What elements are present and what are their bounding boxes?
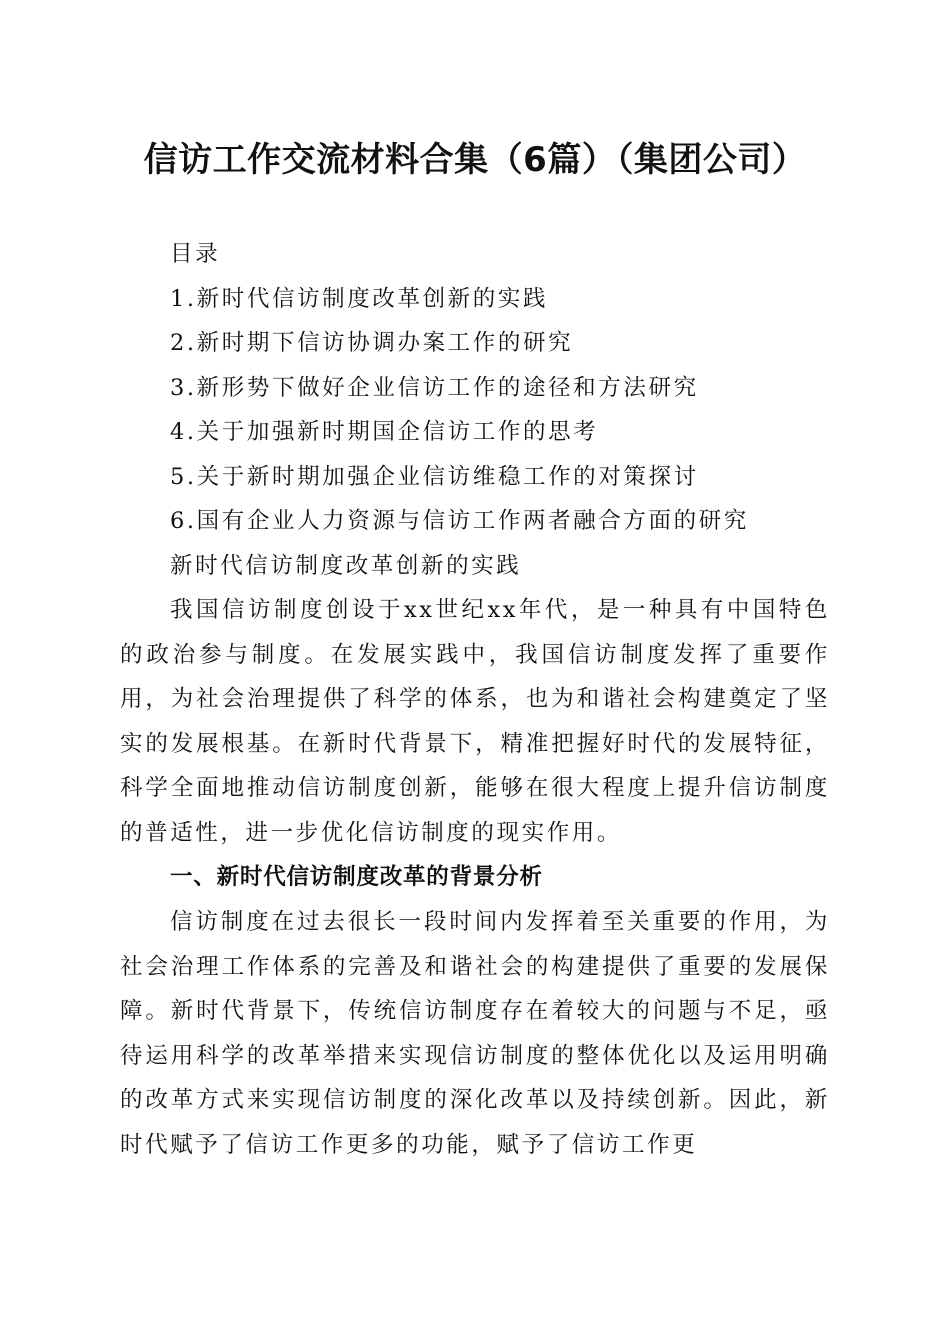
- toc-item: 2.新时期下信访协调办案工作的研究: [170, 330, 574, 356]
- body-paragraph: 我国信访制度创设于xx世纪xx年代，是一种具有中国特色的政治参与制度。在发展实践中，我国信访制度发挥了重要作用，为社会治理提供了科学的体系，也为和谐社会构建奠定了坚实的发展根基。在新时代背景下，精准把握好时代的发展特征，科学全面地推动信访制度创新，能够在很大程度上提升信访制度的普适性，进一步优化信访制度的现实作用。: [120, 597, 830, 846]
- toc-item: 6.国有企业人力资源与信访工作两者融合方面的研究: [170, 508, 749, 534]
- toc-heading: 目录: [170, 241, 221, 267]
- document-title: 信访工作交流材料合集（6篇）（集团公司）: [143, 140, 807, 180]
- table-of-contents: [170, 232, 870, 588]
- toc-item: 3.新形势下做好企业信访工作的途径和方法研究: [170, 374, 699, 401]
- toc-item: 1.新时代信访制度改革创新的实践: [170, 285, 549, 312]
- toc-item: 4.关于加强新时期国企信访工作的思考: [170, 419, 599, 445]
- body-paragraph: 信访制度在过去很长一段时间内发挥着至关重要的作用，为社会治理工作体系的完善及和谐社会的构建提供了重要的发展保障。新时代背景下，传统信访制度存在着较大的问题与不足，亟待运用科学的改革举措来实现信访制度的整体优化以及运用明确的改革方式来实现信访制度的深化改革以及持续创新。因此，新时代赋予了信访工作更多的功能，赋予了信访工作更: [120, 909, 830, 1158]
- article-title: 新时代信访制度改革创新的实践: [170, 552, 522, 579]
- toc-item: 5.关于新时期加强企业信访维稳工作的对策探讨: [170, 463, 699, 490]
- section-heading: 一、新时代信访制度改革的背景分析: [170, 864, 543, 890]
